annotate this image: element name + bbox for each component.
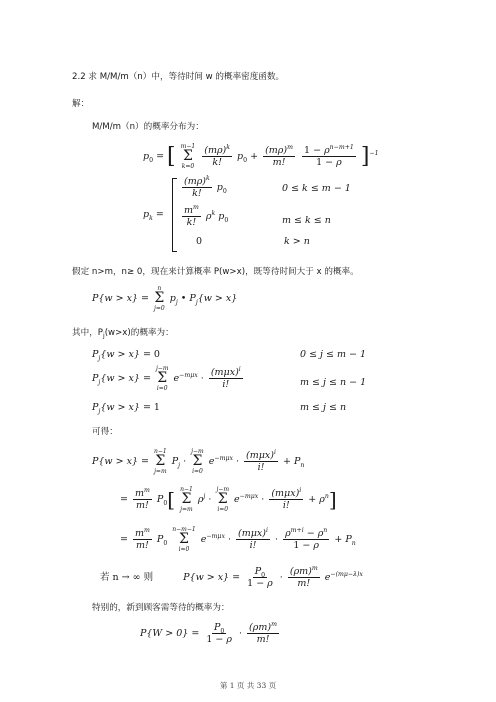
pwx-total-formula: P{w > x} = n Σ j=0 $p_j$ • $P_j\{w > x\}$ xyxy=(92,285,238,312)
among-line: 其中，$P_j(w>x)$的概率为： xyxy=(72,328,174,340)
pk-case-2-cond: m ≤ k ≤ n xyxy=(282,215,331,226)
pj-row-3-cond: m ≤ j ≤ n xyxy=(300,402,347,413)
derivation-line-3: = $\frac{m^m}{m!}$ $P_0$ n−m−1 Σ i=0 $e^{-m\mu x}$ · $\frac{(m\mu x)^i}{i!}$ · $\frac{\rho^{m+i} - \rho^n}{1 - \rho}$ + $P_n$ xyxy=(120,526,356,553)
pj-row-1: $P_j\{w > x\} = 0$ xyxy=(92,349,160,362)
problem-heading: 2.2 求 M/M/m（n）中，等待时间 w 的概率密度函数。 xyxy=(72,72,285,82)
pk-brace xyxy=(172,178,177,252)
solution-label: 解： xyxy=(72,99,90,109)
assumption-line: 假定 n>m，n≥ 0，现在来计算概率 P(w>x)，既等待时间大于 x 的概率。 xyxy=(72,267,359,277)
limit-label: 若 n → ∞ 则 xyxy=(100,572,154,583)
result-label: 可得： xyxy=(92,427,118,437)
wait-probability-formula: P{W > 0} = $\frac{P_0}{1 - \rho}$ · $\frac{(\rho m)^m}{m!}$ xyxy=(140,620,277,645)
p0-formula: $p_0$ = [ m−1 Σ k=0 $\frac{(m\rho)^k}{k!}$ $p_0$ + $\frac{(m\rho)^m}{m!}$ $\frac{1 - \rho^{n-m+1}}{1 - \rho}$ ]$^{-1}$ xyxy=(143,143,379,170)
intro-line: M/M/m（n）的概率分布为： xyxy=(92,122,204,132)
special-line: 特别的，新到顾客需等待的概率为： xyxy=(92,603,230,613)
pj-row-2-cond: m ≤ j ≤ n − 1 xyxy=(300,377,367,388)
pj-row-3: $P_j\{w > x\} = 1$ xyxy=(92,402,160,415)
pj-row-2: $P_j\{w > x\}$ = j−m Σ i=0 $e^{-m\mu x}$ · $\frac{(m\mu x)^i}{i!}$ xyxy=(92,365,241,392)
pk-formula-lhs: $p_k$ = xyxy=(143,209,164,222)
page-footer: 第 1 页 共 33 页 xyxy=(219,681,277,690)
pk-case-3: 0 xyxy=(196,236,203,247)
pk-case-2: $\frac{m^m}{k!}$ $\rho^k$ $p_0$ xyxy=(184,203,229,228)
limit-line: 若 n → ∞ 则 P{w > x} = $\frac{P_0}{1 - \rho}$ · $\frac{(\rho m)^m}{m!}$ $e^{-(m\mu-\lambda)x}$ xyxy=(100,564,363,589)
derivation-line-1: P{w > x} = n−1 Σ j=m $P_j$ · j−m Σ i=0 $e^{-m\mu x}$ · $\frac{(m\mu x)^i}{i!}$ + $P_n$ xyxy=(92,448,305,475)
pk-case-3-cond: k > n xyxy=(284,236,310,247)
derivation-line-2: = $\frac{m^m}{m!}$ $P_0$[ n−1 Σ j=m $\rho^j$ · j−m Σ i=0 $e^{-m\mu x}$ · $\frac{(m\mu x)^i}{i!}$ + $\rho^n$] xyxy=(120,486,337,513)
pk-case-1-cond: 0 ≤ k ≤ m − 1 xyxy=(282,183,351,194)
pj-row-1-cond: 0 ≤ j ≤ m − 1 xyxy=(300,349,367,360)
pk-case-1: $\frac{(m\rho)^k}{k!}$ $p_0$ xyxy=(184,174,227,199)
